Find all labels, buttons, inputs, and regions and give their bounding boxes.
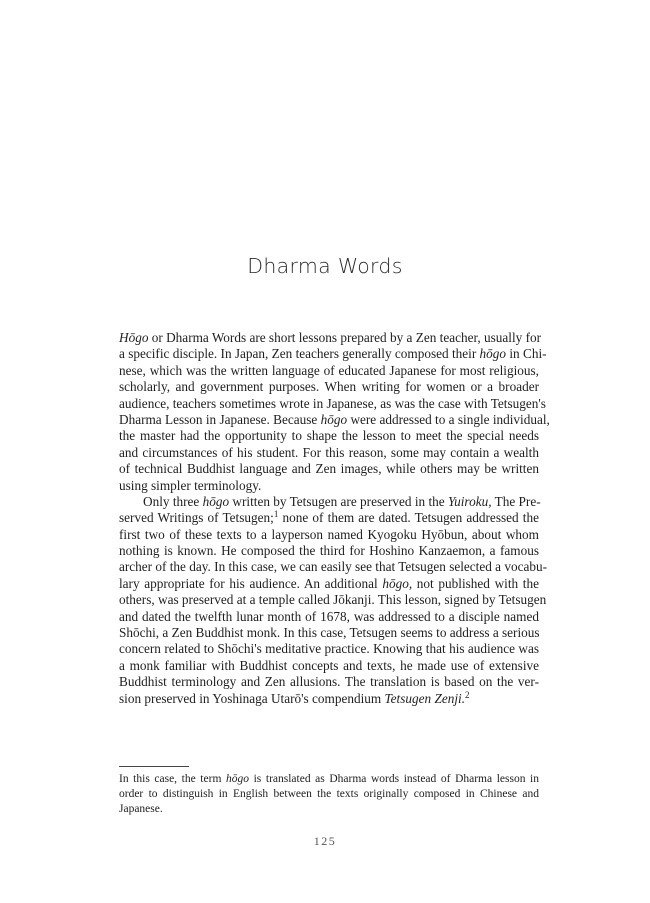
text-run: Buddhist terminology and Zen allusions. The translation is based on the ver- bbox=[119, 674, 539, 690]
text-run: and circumstances of his student. For this reason, some may contain a wealth bbox=[119, 444, 539, 460]
text-run: Only three bbox=[143, 493, 203, 509]
footnote-line bbox=[119, 772, 539, 787]
text-run: none of them are dated. Tetsugen addressed the bbox=[278, 510, 539, 526]
text-line bbox=[119, 494, 539, 510]
italic-text: hōgo, bbox=[382, 575, 413, 591]
footnote-marker: 2 bbox=[465, 689, 470, 700]
footnote-line bbox=[119, 787, 539, 802]
text-run: concern related to Shōchi's meditative practice. Knowing that his audience was bbox=[119, 641, 539, 657]
text-line bbox=[119, 592, 547, 608]
footnote-line bbox=[119, 802, 539, 817]
text-run: and dated the twelfth lunar month of 1678, was addressed to a disciple named bbox=[119, 608, 539, 624]
body-text bbox=[119, 330, 550, 707]
text-run: first two of these texts to a layperson named Kyogoku Hyōbun, about whom bbox=[119, 526, 539, 542]
text-line bbox=[119, 510, 539, 526]
text-run: Shōchi, a Zen Buddhist monk. In this case, Tetsugen seems to address a serious bbox=[119, 625, 540, 641]
text-line bbox=[119, 625, 539, 641]
text-run: sion preserved in Yoshinaga Utarō's compendium bbox=[119, 690, 385, 706]
italic-text: hōgo bbox=[226, 773, 249, 785]
text-run: served Writings of Tetsugen; bbox=[119, 510, 274, 526]
text-run: is translated as Dharma words instead of Dharma lesson in bbox=[249, 773, 539, 785]
text-line bbox=[119, 674, 539, 690]
italic-text: Hōgo bbox=[119, 330, 149, 345]
italic-text: hōgo bbox=[202, 493, 230, 509]
text-run: of technical Buddhist language and Zen images, while others may be written bbox=[119, 461, 539, 477]
page-number: 125 bbox=[313, 834, 337, 848]
text-run: were addressed to a single individual, bbox=[347, 411, 550, 427]
text-run: audience, teachers sometimes wrote in Japanese, as was the case with Tetsugen's bbox=[119, 395, 546, 411]
text-line bbox=[119, 478, 539, 494]
text-run: the master had the opportunity to shape the lesson to meet the special needs bbox=[119, 428, 539, 444]
text-run: scholarly, and government purposes. When writing for women or a broader bbox=[119, 379, 539, 395]
text-line bbox=[119, 461, 539, 477]
text-line bbox=[119, 330, 542, 346]
text-line bbox=[119, 641, 539, 657]
text-line bbox=[119, 379, 539, 395]
text-line bbox=[119, 445, 539, 461]
italic-text: hōgo bbox=[320, 411, 348, 427]
text-line bbox=[119, 527, 539, 543]
text-run: a monk familiar with Buddhist concepts and texts, he made use of extensive bbox=[119, 657, 539, 673]
footnote bbox=[119, 772, 539, 817]
text-line bbox=[119, 559, 548, 575]
text-line bbox=[119, 691, 539, 707]
text-run: archer of the day. In this case, we can easily see that Tetsugen selected a vocabu- bbox=[119, 559, 548, 575]
text-run: or Dharma Words are short lessons prepared by a Zen teacher, usually for bbox=[148, 330, 542, 345]
text-run: order to distinguish in English between the texts originally composed in Chinese and bbox=[119, 788, 539, 800]
text-line bbox=[119, 411, 550, 428]
text-run: The Pre- bbox=[491, 493, 541, 509]
footnote-marker: 1 bbox=[273, 509, 279, 520]
text-run: In this case, the term bbox=[119, 773, 226, 785]
text-run: not published with the bbox=[412, 575, 539, 591]
italic-text: Yuiroku, bbox=[447, 493, 492, 509]
chapter-title: Dharma Words bbox=[247, 254, 403, 278]
italic-text: hōgo bbox=[479, 346, 507, 362]
text-line bbox=[119, 658, 539, 674]
text-run: others, was preserved at a temple called Jōkanji. This lesson, signed by Tetsugen bbox=[119, 592, 547, 608]
text-run: using simpler terminology. bbox=[119, 477, 262, 493]
text-run: nothing is known. He composed the third for Hoshino Kanzaemon, a famous bbox=[119, 543, 539, 559]
footnote-rule bbox=[119, 766, 189, 767]
text-line bbox=[119, 395, 546, 412]
text-run: Japanese. bbox=[119, 803, 163, 815]
text-line bbox=[119, 346, 547, 362]
text-line bbox=[119, 543, 539, 559]
text-line bbox=[119, 363, 539, 379]
text-run: a specific disciple. In Japan, Zen teachers generally composed their bbox=[119, 346, 480, 362]
text-run: lary appropriate for his audience. An additional bbox=[119, 575, 383, 591]
text-run: nese, which was the written language of educated Japanese for most religious, bbox=[119, 362, 539, 378]
italic-text: Tetsugen Zenji. bbox=[384, 690, 466, 706]
text-run: Dharma Lesson in Japanese. Because bbox=[119, 411, 321, 427]
text-run: in Chi- bbox=[506, 346, 547, 362]
text-line bbox=[119, 428, 539, 444]
text-line bbox=[119, 576, 539, 592]
text-line bbox=[119, 609, 539, 625]
text-run: written by Tetsugen are preserved in the bbox=[229, 493, 448, 509]
